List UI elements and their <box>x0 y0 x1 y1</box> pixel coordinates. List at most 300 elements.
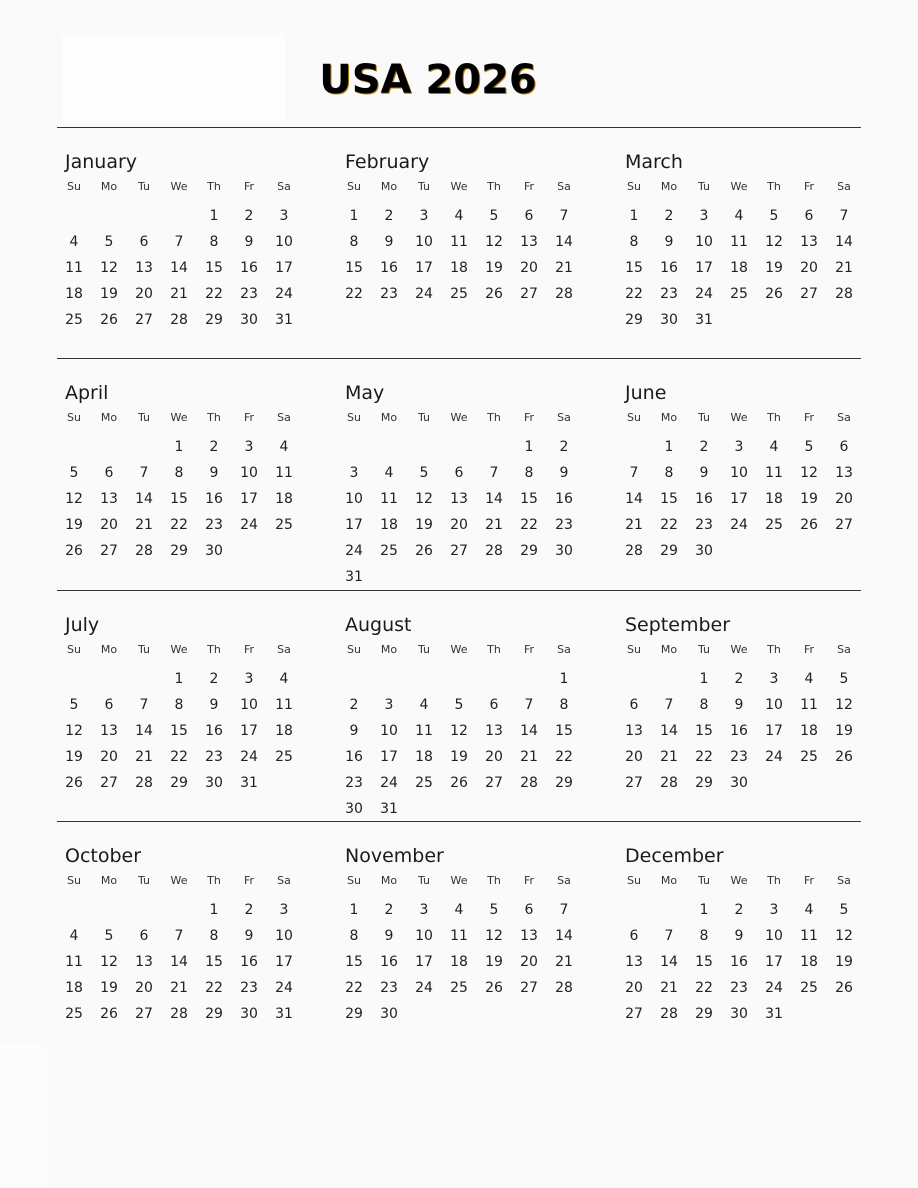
weekday-label: Mo <box>380 874 398 887</box>
day-cell: 7 <box>559 902 569 918</box>
day-cell: 17 <box>730 491 748 507</box>
weekday-label: We <box>730 180 748 193</box>
day-cell: 10 <box>240 697 258 713</box>
day-cell: 27 <box>625 1006 643 1022</box>
day-cell: 9 <box>244 928 254 944</box>
day-cell: 22 <box>205 286 223 302</box>
day-cell: 25 <box>65 1006 83 1022</box>
day-cell: 12 <box>100 260 118 276</box>
day-cell: 14 <box>555 234 573 250</box>
day-cell: 15 <box>345 954 363 970</box>
day-cell: 19 <box>835 723 853 739</box>
day-cell: 10 <box>240 465 258 481</box>
weekday-label: Sa <box>837 874 851 887</box>
day-cell: 25 <box>800 980 818 996</box>
day-cell: 10 <box>695 234 713 250</box>
day-cell: 24 <box>380 775 398 791</box>
day-cell: 1 <box>349 208 359 224</box>
day-cell: 12 <box>450 723 468 739</box>
day-cell: 30 <box>730 1006 748 1022</box>
day-cell: 30 <box>240 1006 258 1022</box>
day-cell: 6 <box>139 234 149 250</box>
day-cell: 4 <box>279 671 289 687</box>
day-cell: 21 <box>555 954 573 970</box>
day-cell: 7 <box>664 928 674 944</box>
day-cell: 24 <box>765 749 783 765</box>
month-name: November <box>345 845 444 867</box>
day-cell: 1 <box>699 902 709 918</box>
day-cell: 26 <box>100 312 118 328</box>
day-cell: 30 <box>730 775 748 791</box>
weekday-label: Mo <box>660 874 678 887</box>
day-cell: 23 <box>730 749 748 765</box>
weekday-label: Sa <box>277 411 291 424</box>
weekday-label: Mo <box>100 643 118 656</box>
day-cell: 28 <box>170 312 188 328</box>
day-cell: 21 <box>170 286 188 302</box>
day-cell: 19 <box>100 980 118 996</box>
day-cell: 6 <box>489 697 499 713</box>
day-cell: 17 <box>765 954 783 970</box>
day-cell: 17 <box>345 517 363 533</box>
day-cell: 2 <box>384 902 394 918</box>
weekday-label: Th <box>487 643 501 656</box>
day-cell: 20 <box>800 260 818 276</box>
weekday-label: Tu <box>697 411 711 424</box>
month-name: January <box>65 151 138 173</box>
day-cell: 2 <box>734 671 744 687</box>
day-cell: 17 <box>380 749 398 765</box>
day-cell: 29 <box>695 1006 713 1022</box>
weekday-label: Fr <box>243 411 255 424</box>
day-cell: 26 <box>65 543 83 559</box>
day-cell: 11 <box>415 723 433 739</box>
day-cell: 16 <box>240 954 258 970</box>
day-cell: 29 <box>170 775 188 791</box>
day-cell: 17 <box>765 723 783 739</box>
day-cell: 15 <box>205 954 223 970</box>
day-cell: 9 <box>244 234 254 250</box>
day-cell: 12 <box>765 234 783 250</box>
month-name: February <box>345 151 430 173</box>
day-cell: 29 <box>205 312 223 328</box>
day-cell: 31 <box>765 1006 783 1022</box>
day-cell: 29 <box>625 312 643 328</box>
day-cell: 2 <box>349 697 359 713</box>
weekday-label: Tu <box>697 643 711 656</box>
day-cell: 26 <box>835 749 853 765</box>
day-cell: 9 <box>664 234 674 250</box>
weekday-label: Tu <box>417 874 431 887</box>
day-cell: 25 <box>450 980 468 996</box>
day-cell: 26 <box>100 1006 118 1022</box>
day-cell: 18 <box>415 749 433 765</box>
day-cell: 24 <box>730 517 748 533</box>
day-cell: 31 <box>240 775 258 791</box>
month-name: December <box>625 845 724 867</box>
day-cell: 20 <box>625 749 643 765</box>
day-cell: 5 <box>69 697 79 713</box>
weekday-label: Tu <box>697 874 711 887</box>
day-cell: 15 <box>170 723 188 739</box>
day-cell: 15 <box>520 491 538 507</box>
day-cell: 25 <box>380 543 398 559</box>
day-cell: 1 <box>209 208 219 224</box>
weekday-label: We <box>170 411 188 424</box>
day-cell: 24 <box>765 980 783 996</box>
day-cell: 29 <box>345 1006 363 1022</box>
day-cell: 7 <box>559 208 569 224</box>
day-cell: 1 <box>524 439 534 455</box>
day-cell: 21 <box>625 517 643 533</box>
day-cell: 13 <box>485 723 503 739</box>
day-cell: 12 <box>835 697 853 713</box>
day-cell: 7 <box>839 208 849 224</box>
day-cell: 5 <box>839 902 849 918</box>
day-cell: 27 <box>520 980 538 996</box>
day-cell: 10 <box>765 928 783 944</box>
day-cell: 12 <box>485 928 503 944</box>
day-cell: 23 <box>555 517 573 533</box>
divider-rule <box>57 358 861 359</box>
day-cell: 31 <box>695 312 713 328</box>
day-cell: 22 <box>345 286 363 302</box>
day-cell: 25 <box>275 517 293 533</box>
weekday-label: Mo <box>380 411 398 424</box>
weekday-label: Fr <box>523 411 535 424</box>
day-cell: 10 <box>275 234 293 250</box>
day-cell: 29 <box>695 775 713 791</box>
day-cell: 4 <box>279 439 289 455</box>
day-cell: 30 <box>240 312 258 328</box>
day-cell: 4 <box>69 928 79 944</box>
day-cell: 9 <box>384 234 394 250</box>
day-cell: 16 <box>555 491 573 507</box>
day-cell: 15 <box>205 260 223 276</box>
day-cell: 25 <box>800 749 818 765</box>
day-cell: 7 <box>664 697 674 713</box>
day-cell: 19 <box>765 260 783 276</box>
day-cell: 2 <box>664 208 674 224</box>
divider-rule <box>57 127 861 128</box>
day-cell: 28 <box>625 543 643 559</box>
day-cell: 31 <box>345 569 363 585</box>
day-cell: 10 <box>765 697 783 713</box>
day-cell: 23 <box>240 980 258 996</box>
day-cell: 1 <box>174 439 184 455</box>
day-cell: 9 <box>209 465 219 481</box>
weekday-label: Sa <box>557 874 571 887</box>
day-cell: 19 <box>415 517 433 533</box>
day-cell: 14 <box>170 260 188 276</box>
day-cell: 26 <box>450 775 468 791</box>
day-cell: 23 <box>380 980 398 996</box>
day-cell: 13 <box>625 954 643 970</box>
day-cell: 19 <box>450 749 468 765</box>
day-cell: 13 <box>135 954 153 970</box>
day-cell: 30 <box>660 312 678 328</box>
day-cell: 16 <box>240 260 258 276</box>
weekday-label: Fr <box>803 643 815 656</box>
day-cell: 18 <box>800 723 818 739</box>
day-cell: 1 <box>629 208 639 224</box>
day-cell: 7 <box>174 928 184 944</box>
day-cell: 15 <box>625 260 643 276</box>
day-cell: 14 <box>660 723 678 739</box>
day-cell: 16 <box>205 723 223 739</box>
day-cell: 15 <box>555 723 573 739</box>
day-cell: 2 <box>244 208 254 224</box>
day-cell: 8 <box>209 928 219 944</box>
day-cell: 10 <box>380 723 398 739</box>
day-cell: 8 <box>174 465 184 481</box>
day-cell: 11 <box>450 234 468 250</box>
day-cell: 1 <box>209 902 219 918</box>
day-cell: 3 <box>419 208 429 224</box>
day-cell: 10 <box>730 465 748 481</box>
day-cell: 28 <box>135 543 153 559</box>
weekday-label: Th <box>207 643 221 656</box>
day-cell: 8 <box>174 697 184 713</box>
day-cell: 13 <box>835 465 853 481</box>
day-cell: 15 <box>695 723 713 739</box>
day-cell: 3 <box>244 671 254 687</box>
day-cell: 26 <box>765 286 783 302</box>
divider-rule <box>57 821 861 822</box>
day-cell: 11 <box>730 234 748 250</box>
weekday-label: Mo <box>100 874 118 887</box>
day-cell: 30 <box>695 543 713 559</box>
weekday-label: Tu <box>137 180 151 193</box>
day-cell: 13 <box>520 234 538 250</box>
day-cell: 24 <box>240 749 258 765</box>
day-cell: 18 <box>275 491 293 507</box>
weekday-label: Fr <box>243 180 255 193</box>
day-cell: 24 <box>240 517 258 533</box>
day-cell: 28 <box>520 775 538 791</box>
day-cell: 17 <box>240 723 258 739</box>
day-cell: 4 <box>69 234 79 250</box>
day-cell: 11 <box>275 697 293 713</box>
month-name: June <box>625 382 667 404</box>
day-cell: 4 <box>804 902 814 918</box>
day-cell: 16 <box>380 954 398 970</box>
day-cell: 13 <box>520 928 538 944</box>
day-cell: 14 <box>135 723 153 739</box>
day-cell: 23 <box>695 517 713 533</box>
day-cell: 30 <box>205 775 223 791</box>
weekday-label: We <box>450 180 468 193</box>
day-cell: 8 <box>209 234 219 250</box>
day-cell: 21 <box>555 260 573 276</box>
day-cell: 11 <box>800 697 818 713</box>
day-cell: 17 <box>240 491 258 507</box>
day-cell: 21 <box>170 980 188 996</box>
day-cell: 11 <box>275 465 293 481</box>
day-cell: 23 <box>205 517 223 533</box>
day-cell: 27 <box>520 286 538 302</box>
weekday-label: Su <box>347 874 361 887</box>
day-cell: 10 <box>275 928 293 944</box>
weekday-label: Sa <box>557 180 571 193</box>
day-cell: 22 <box>170 749 188 765</box>
day-cell: 7 <box>629 465 639 481</box>
weekday-label: Tu <box>697 180 711 193</box>
weekday-label: Fr <box>243 874 255 887</box>
day-cell: 1 <box>174 671 184 687</box>
day-cell: 4 <box>419 697 429 713</box>
weekday-label: Sa <box>277 180 291 193</box>
day-cell: 23 <box>660 286 678 302</box>
day-cell: 29 <box>520 543 538 559</box>
day-cell: 27 <box>450 543 468 559</box>
day-cell: 2 <box>209 439 219 455</box>
day-cell: 29 <box>555 775 573 791</box>
day-cell: 9 <box>559 465 569 481</box>
day-cell: 19 <box>485 260 503 276</box>
day-cell: 29 <box>205 1006 223 1022</box>
day-cell: 25 <box>275 749 293 765</box>
day-cell: 14 <box>520 723 538 739</box>
day-cell: 22 <box>660 517 678 533</box>
day-cell: 11 <box>380 491 398 507</box>
day-cell: 9 <box>699 465 709 481</box>
day-cell: 23 <box>205 749 223 765</box>
day-cell: 20 <box>835 491 853 507</box>
weekday-label: Th <box>767 180 781 193</box>
day-cell: 9 <box>384 928 394 944</box>
day-cell: 4 <box>804 671 814 687</box>
day-cell: 5 <box>769 208 779 224</box>
day-cell: 25 <box>415 775 433 791</box>
day-cell: 21 <box>660 749 678 765</box>
day-cell: 13 <box>800 234 818 250</box>
day-cell: 6 <box>629 928 639 944</box>
day-cell: 20 <box>135 980 153 996</box>
weekday-label: We <box>170 874 188 887</box>
day-cell: 26 <box>485 980 503 996</box>
weekday-label: Sa <box>557 411 571 424</box>
day-cell: 21 <box>835 260 853 276</box>
day-cell: 3 <box>244 439 254 455</box>
day-cell: 25 <box>65 312 83 328</box>
day-cell: 25 <box>730 286 748 302</box>
day-cell: 18 <box>65 286 83 302</box>
weekday-label: Th <box>207 411 221 424</box>
day-cell: 20 <box>135 286 153 302</box>
weekday-label: Th <box>487 411 501 424</box>
day-cell: 27 <box>800 286 818 302</box>
weekday-label: Th <box>767 643 781 656</box>
day-cell: 15 <box>170 491 188 507</box>
day-cell: 27 <box>135 312 153 328</box>
day-cell: 6 <box>104 697 114 713</box>
day-cell: 22 <box>205 980 223 996</box>
day-cell: 23 <box>240 286 258 302</box>
day-cell: 16 <box>660 260 678 276</box>
day-cell: 1 <box>349 902 359 918</box>
day-cell: 6 <box>524 208 534 224</box>
day-cell: 1 <box>699 671 709 687</box>
day-cell: 20 <box>100 749 118 765</box>
weekday-label: Su <box>67 411 81 424</box>
weekday-label: Fr <box>523 643 535 656</box>
weekday-label: We <box>450 874 468 887</box>
day-cell: 6 <box>804 208 814 224</box>
day-cell: 5 <box>104 928 114 944</box>
day-cell: 27 <box>485 775 503 791</box>
day-cell: 11 <box>800 928 818 944</box>
weekday-label: Th <box>767 874 781 887</box>
day-cell: 7 <box>174 234 184 250</box>
day-cell: 14 <box>135 491 153 507</box>
weekday-label: Fr <box>803 180 815 193</box>
day-cell: 11 <box>450 928 468 944</box>
day-cell: 16 <box>730 954 748 970</box>
day-cell: 8 <box>699 697 709 713</box>
day-cell: 20 <box>520 954 538 970</box>
day-cell: 24 <box>275 980 293 996</box>
month-name: April <box>65 382 109 404</box>
day-cell: 21 <box>660 980 678 996</box>
day-cell: 26 <box>835 980 853 996</box>
day-cell: 19 <box>835 954 853 970</box>
weekday-label: Sa <box>837 411 851 424</box>
weekday-label: Mo <box>380 643 398 656</box>
weekday-label: Su <box>627 180 641 193</box>
day-cell: 16 <box>345 749 363 765</box>
weekday-label: Mo <box>660 643 678 656</box>
weekday-label: Sa <box>837 643 851 656</box>
day-cell: 2 <box>209 671 219 687</box>
day-cell: 4 <box>734 208 744 224</box>
day-cell: 3 <box>769 671 779 687</box>
day-cell: 31 <box>380 801 398 817</box>
day-cell: 17 <box>695 260 713 276</box>
day-cell: 13 <box>135 260 153 276</box>
weekday-label: We <box>730 643 748 656</box>
day-cell: 11 <box>65 954 83 970</box>
weekday-label: We <box>730 874 748 887</box>
day-cell: 24 <box>415 286 433 302</box>
day-cell: 5 <box>804 439 814 455</box>
day-cell: 6 <box>839 439 849 455</box>
day-cell: 25 <box>450 286 468 302</box>
day-cell: 29 <box>660 543 678 559</box>
weekday-label: Th <box>207 874 221 887</box>
day-cell: 22 <box>345 980 363 996</box>
day-cell: 22 <box>695 749 713 765</box>
weekday-label: We <box>450 411 468 424</box>
weekday-label: Sa <box>277 874 291 887</box>
day-cell: 8 <box>559 697 569 713</box>
day-cell: 10 <box>345 491 363 507</box>
weekday-label: Su <box>347 180 361 193</box>
day-cell: 12 <box>415 491 433 507</box>
day-cell: 5 <box>69 465 79 481</box>
weekday-label: Sa <box>557 643 571 656</box>
weekday-label: Th <box>487 874 501 887</box>
day-cell: 11 <box>765 465 783 481</box>
day-cell: 31 <box>275 312 293 328</box>
day-cell: 18 <box>765 491 783 507</box>
day-cell: 22 <box>170 517 188 533</box>
day-cell: 8 <box>524 465 534 481</box>
day-cell: 6 <box>454 465 464 481</box>
day-cell: 17 <box>275 260 293 276</box>
weekday-label: Su <box>347 643 361 656</box>
day-cell: 3 <box>279 208 289 224</box>
